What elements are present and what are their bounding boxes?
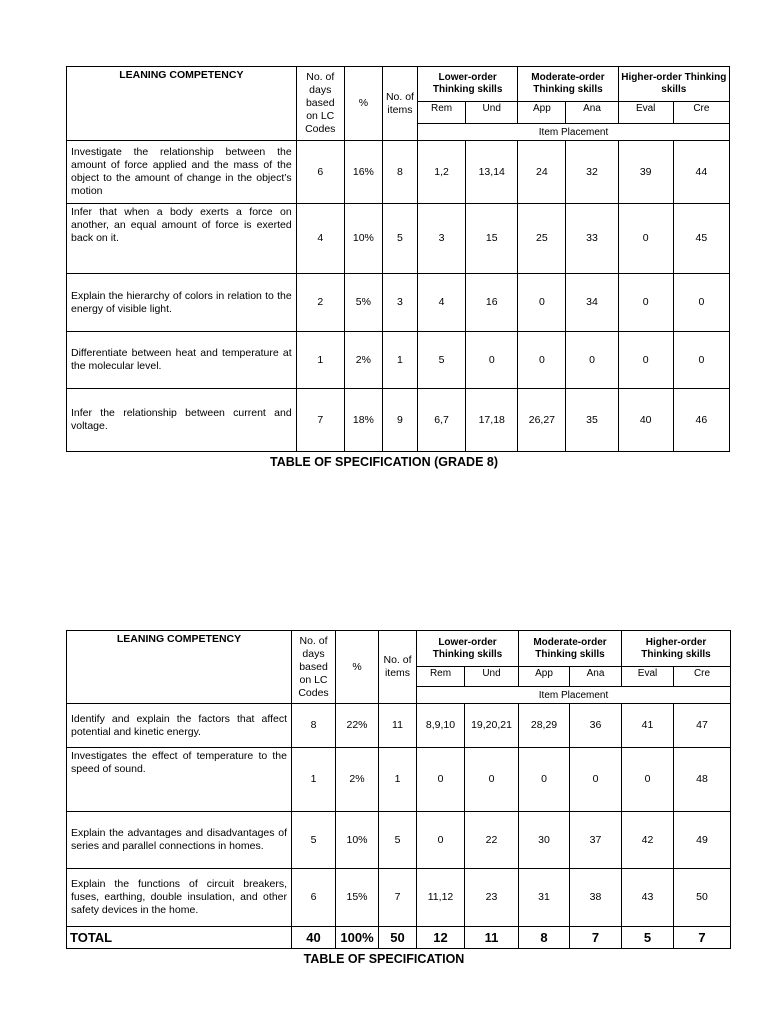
ana-cell: 0: [566, 332, 618, 389]
eval-cell: 0: [622, 748, 674, 812]
total-items-cell: 50: [379, 927, 417, 949]
und-cell: 0: [465, 748, 519, 812]
competency-cell: Infer the relationship between current and voltage.: [67, 389, 297, 452]
items-cell: 1: [379, 748, 417, 812]
total-rem-cell: 12: [417, 927, 465, 949]
percent-cell: 2%: [344, 332, 382, 389]
total-eval-cell: 5: [622, 927, 674, 949]
days-cell: 6: [296, 141, 344, 204]
eval-header: Eval: [622, 667, 674, 687]
ana-cell: 0: [570, 748, 622, 812]
app-header: App: [519, 667, 570, 687]
cre-cell: 45: [673, 204, 729, 274]
total-days-cell: 40: [292, 927, 336, 949]
percent-cell: 10%: [336, 812, 379, 869]
ana-cell: 33: [566, 204, 618, 274]
total-row: [67, 927, 731, 949]
percent-cell: 5%: [344, 274, 382, 332]
app-cell: 25: [518, 204, 566, 274]
competency-header: LEANING COMPETENCY: [67, 67, 297, 141]
und-cell: 16: [466, 274, 518, 332]
rem-cell: 4: [418, 274, 466, 332]
competency-cell: Identify and explain the factors that affect potential and kinetic energy.: [67, 704, 292, 748]
items-header: No. of items: [382, 67, 417, 141]
table-row: [67, 389, 730, 452]
competency-cell: Investigate the relationship between the amount of force applied and the mass of the object to the amount of change in the object’s motion: [67, 141, 297, 204]
items-header: No. of items: [379, 631, 417, 704]
table-row: [67, 812, 731, 869]
rem-header: Rem: [417, 667, 465, 687]
items-cell: 5: [379, 812, 417, 869]
items-cell: 1: [382, 332, 417, 389]
days-cell: 5: [292, 812, 336, 869]
rem-cell: 11,12: [417, 869, 465, 927]
days-cell: 1: [296, 332, 344, 389]
ana-cell: 32: [566, 141, 618, 204]
item-placement-header: Item Placement: [417, 687, 731, 704]
cre-cell: 50: [674, 869, 731, 927]
cre-cell: 0: [673, 332, 729, 389]
competency-cell: Investigates the effect of temperature to the speed of sound.: [67, 748, 292, 812]
eval-cell: 0: [618, 204, 673, 274]
und-cell: 15: [466, 204, 518, 274]
percent-cell: 22%: [336, 704, 379, 748]
competency-cell: Differentiate between heat and temperature at the molecular level.: [67, 332, 297, 389]
ana-cell: 34: [566, 274, 618, 332]
days-cell: 1: [292, 748, 336, 812]
days-header: No. of days based on LC Codes: [296, 67, 344, 141]
eval-header: Eval: [618, 102, 673, 124]
total-app-cell: 8: [519, 927, 570, 949]
table-row: [67, 141, 730, 204]
days-cell: 6: [292, 869, 336, 927]
items-cell: 9: [382, 389, 417, 452]
app-cell: 31: [519, 869, 570, 927]
total-und-cell: 11: [465, 927, 519, 949]
ana-cell: 35: [566, 389, 618, 452]
higher-order-header: Higher-order Thinking skills: [618, 67, 729, 102]
eval-cell: 0: [618, 274, 673, 332]
ana-cell: 38: [570, 869, 622, 927]
items-cell: 7: [379, 869, 417, 927]
cre-cell: 46: [673, 389, 729, 452]
und-cell: 22: [465, 812, 519, 869]
spec-table-2: [66, 630, 731, 949]
app-cell: 0: [518, 274, 566, 332]
percent-cell: 15%: [336, 869, 379, 927]
ana-header: Ana: [570, 667, 622, 687]
days-cell: 7: [296, 389, 344, 452]
total-cre-cell: 7: [674, 927, 731, 949]
table-row: [67, 748, 731, 812]
app-cell: 28,29: [519, 704, 570, 748]
percent-cell: 2%: [336, 748, 379, 812]
competency-cell: Explain the functions of circuit breakers, fuses, earthing, double insulation, and other safety devices in the home.: [67, 869, 292, 927]
spec-table-grade8: [66, 66, 730, 452]
und-cell: 23: [465, 869, 519, 927]
cre-cell: 0: [673, 274, 729, 332]
lower-order-header: Lower-order Thinking skills: [417, 631, 519, 667]
app-cell: 0: [518, 332, 566, 389]
days-cell: 2: [296, 274, 344, 332]
app-cell: 24: [518, 141, 566, 204]
table-row: [67, 869, 731, 927]
rem-cell: 1,2: [418, 141, 466, 204]
und-cell: 0: [466, 332, 518, 389]
moderate-order-header: Moderate-order Thinking skills: [519, 631, 622, 667]
und-header: Und: [466, 102, 518, 124]
und-cell: 17,18: [466, 389, 518, 452]
competency-cell: Explain the hierarchy of colors in relation to the energy of visible light.: [67, 274, 297, 332]
rem-cell: 5: [418, 332, 466, 389]
rem-header: Rem: [418, 102, 466, 124]
table-row: [67, 332, 730, 389]
rem-cell: 0: [417, 748, 465, 812]
cre-cell: 47: [674, 704, 731, 748]
total-ana-cell: 7: [570, 927, 622, 949]
eval-cell: 39: [618, 141, 673, 204]
competency-cell: Infer that when a body exerts a force on another, an equal amount of force is exerted back on it.: [67, 204, 297, 274]
table-caption: TABLE OF SPECIFICATION (GRADE 8): [269, 455, 498, 469]
app-cell: 26,27: [518, 389, 566, 452]
eval-cell: 41: [622, 704, 674, 748]
ana-header: Ana: [566, 102, 618, 124]
items-cell: 5: [382, 204, 417, 274]
higher-order-header: Higher-order Thinking skills: [622, 631, 731, 667]
rem-cell: 0: [417, 812, 465, 869]
eval-cell: 43: [622, 869, 674, 927]
rem-cell: 3: [418, 204, 466, 274]
rem-cell: 8,9,10: [417, 704, 465, 748]
days-cell: 4: [296, 204, 344, 274]
lower-order-header: Lower-order Thinking skills: [418, 67, 518, 102]
percent-header: %: [344, 67, 382, 141]
items-cell: 8: [382, 141, 417, 204]
rem-cell: 6,7: [418, 389, 466, 452]
percent-cell: 16%: [344, 141, 382, 204]
app-cell: 0: [519, 748, 570, 812]
items-cell: 3: [382, 274, 417, 332]
items-cell: 11: [379, 704, 417, 748]
und-cell: 19,20,21: [465, 704, 519, 748]
table-row: [67, 704, 731, 748]
total-percent-cell: 100%: [336, 927, 379, 949]
moderate-order-header: Moderate-order Thinking skills: [518, 67, 618, 102]
cre-cell: 44: [673, 141, 729, 204]
cre-cell: 49: [674, 812, 731, 869]
und-header: Und: [465, 667, 519, 687]
days-cell: 8: [292, 704, 336, 748]
app-cell: 30: [519, 812, 570, 869]
competency-header: LEANING COMPETENCY: [67, 631, 292, 704]
eval-cell: 0: [618, 332, 673, 389]
days-header: No. of days based on LC Codes: [292, 631, 336, 704]
competency-cell: Explain the advantages and disadvantages of series and parallel connections in homes.: [67, 812, 292, 869]
table-caption: TABLE OF SPECIFICATION: [303, 952, 465, 966]
app-header: App: [518, 102, 566, 124]
cre-header: Cre: [673, 102, 729, 124]
percent-header: %: [336, 631, 379, 704]
cre-header: Cre: [674, 667, 731, 687]
und-cell: 13,14: [466, 141, 518, 204]
eval-cell: 40: [618, 389, 673, 452]
table-row: [67, 274, 730, 332]
eval-cell: 42: [622, 812, 674, 869]
cre-cell: 48: [674, 748, 731, 812]
percent-cell: 10%: [344, 204, 382, 274]
total-label: TOTAL: [67, 927, 292, 949]
ana-cell: 36: [570, 704, 622, 748]
percent-cell: 18%: [344, 389, 382, 452]
ana-cell: 37: [570, 812, 622, 869]
item-placement-header: Item Placement: [418, 124, 730, 141]
table-row: [67, 204, 730, 274]
